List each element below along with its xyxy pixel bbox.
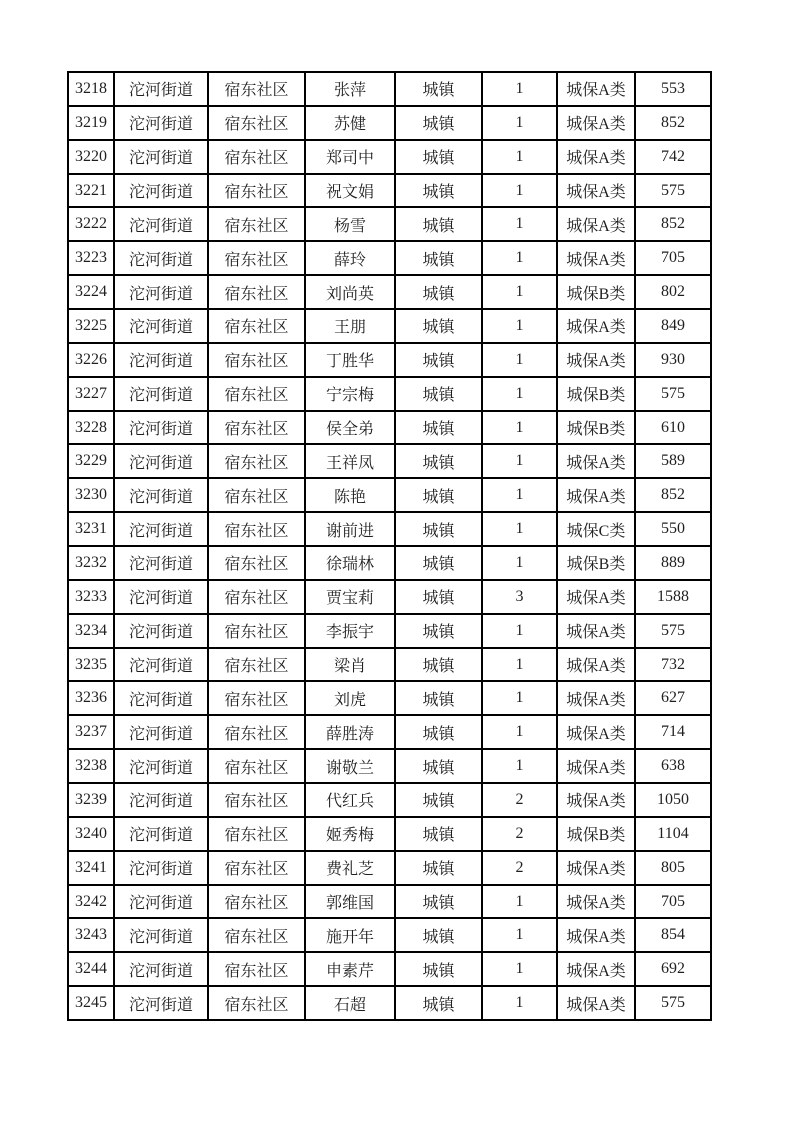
- cell-insurance-category: 城保A类: [557, 174, 635, 208]
- cell-community: 宿东社区: [208, 343, 305, 377]
- table-row: [68, 512, 711, 546]
- cell-residence-type: 城镇: [395, 343, 482, 377]
- table-row: [68, 851, 711, 885]
- cell-community: 宿东社区: [208, 817, 305, 851]
- cell-person-count: 2: [482, 851, 557, 885]
- cell-person-count: 1: [482, 918, 557, 952]
- cell-amount: 852: [635, 106, 711, 140]
- table-row: [68, 918, 711, 952]
- cell-amount: 930: [635, 343, 711, 377]
- cell-community: 宿东社区: [208, 512, 305, 546]
- cell-community: 宿东社区: [208, 309, 305, 343]
- cell-row-id: 3230: [68, 478, 114, 512]
- cell-community: 宿东社区: [208, 241, 305, 275]
- cell-row-id: 3223: [68, 241, 114, 275]
- cell-residence-type: 城镇: [395, 478, 482, 512]
- cell-community: 宿东社区: [208, 275, 305, 309]
- cell-insurance-category: 城保A类: [557, 444, 635, 478]
- cell-insurance-category: 城保B类: [557, 546, 635, 580]
- cell-street: 沱河街道: [114, 681, 208, 715]
- cell-person-name: 侯全弟: [305, 411, 395, 445]
- cell-residence-type: 城镇: [395, 140, 482, 174]
- cell-street: 沱河街道: [114, 241, 208, 275]
- cell-person-name: 贾宝莉: [305, 580, 395, 614]
- cell-person-name: 刘虎: [305, 681, 395, 715]
- cell-community: 宿东社区: [208, 783, 305, 817]
- table-row: [68, 478, 711, 512]
- cell-residence-type: 城镇: [395, 72, 482, 106]
- cell-person-count: 1: [482, 377, 557, 411]
- cell-person-name: 郭维国: [305, 885, 395, 919]
- cell-person-count: 1: [482, 275, 557, 309]
- table-row: [68, 106, 711, 140]
- cell-street: 沱河街道: [114, 783, 208, 817]
- cell-row-id: 3224: [68, 275, 114, 309]
- cell-street: 沱河街道: [114, 174, 208, 208]
- table-row: [68, 140, 711, 174]
- cell-row-id: 3228: [68, 411, 114, 445]
- cell-amount: 805: [635, 851, 711, 885]
- table-row: [68, 72, 711, 106]
- cell-insurance-category: 城保A类: [557, 614, 635, 648]
- cell-insurance-category: 城保B类: [557, 411, 635, 445]
- cell-insurance-category: 城保B类: [557, 377, 635, 411]
- cell-row-id: 3233: [68, 580, 114, 614]
- cell-community: 宿东社区: [208, 885, 305, 919]
- cell-community: 宿东社区: [208, 681, 305, 715]
- cell-street: 沱河街道: [114, 207, 208, 241]
- cell-person-count: 1: [482, 952, 557, 986]
- cell-person-count: 1: [482, 546, 557, 580]
- cell-street: 沱河街道: [114, 343, 208, 377]
- cell-person-count: 1: [482, 749, 557, 783]
- cell-residence-type: 城镇: [395, 377, 482, 411]
- cell-row-id: 3234: [68, 614, 114, 648]
- cell-residence-type: 城镇: [395, 309, 482, 343]
- cell-amount: 638: [635, 749, 711, 783]
- cell-insurance-category: 城保A类: [557, 140, 635, 174]
- cell-insurance-category: 城保A类: [557, 241, 635, 275]
- cell-community: 宿东社区: [208, 715, 305, 749]
- cell-residence-type: 城镇: [395, 681, 482, 715]
- cell-person-count: 1: [482, 72, 557, 106]
- cell-street: 沱河街道: [114, 546, 208, 580]
- cell-residence-type: 城镇: [395, 106, 482, 140]
- cell-residence-type: 城镇: [395, 512, 482, 546]
- cell-row-id: 3222: [68, 207, 114, 241]
- cell-amount: 705: [635, 885, 711, 919]
- cell-residence-type: 城镇: [395, 918, 482, 952]
- cell-row-id: 3218: [68, 72, 114, 106]
- cell-street: 沱河街道: [114, 817, 208, 851]
- cell-row-id: 3219: [68, 106, 114, 140]
- cell-amount: 553: [635, 72, 711, 106]
- cell-person-name: 祝文娟: [305, 174, 395, 208]
- cell-residence-type: 城镇: [395, 885, 482, 919]
- cell-insurance-category: 城保A类: [557, 681, 635, 715]
- table-row: [68, 343, 711, 377]
- cell-community: 宿东社区: [208, 140, 305, 174]
- cell-community: 宿东社区: [208, 986, 305, 1020]
- cell-street: 沱河街道: [114, 851, 208, 885]
- cell-person-name: 费礼芝: [305, 851, 395, 885]
- cell-residence-type: 城镇: [395, 207, 482, 241]
- cell-insurance-category: 城保A类: [557, 783, 635, 817]
- cell-row-id: 3221: [68, 174, 114, 208]
- cell-person-name: 谢敬兰: [305, 749, 395, 783]
- cell-residence-type: 城镇: [395, 986, 482, 1020]
- cell-amount: 575: [635, 377, 711, 411]
- cell-person-name: 谢前进: [305, 512, 395, 546]
- cell-amount: 589: [635, 444, 711, 478]
- cell-insurance-category: 城保A类: [557, 851, 635, 885]
- cell-community: 宿东社区: [208, 851, 305, 885]
- table-row: [68, 309, 711, 343]
- cell-street: 沱河街道: [114, 885, 208, 919]
- cell-row-id: 3240: [68, 817, 114, 851]
- cell-community: 宿东社区: [208, 478, 305, 512]
- cell-person-count: 1: [482, 512, 557, 546]
- cell-person-count: 1: [482, 681, 557, 715]
- cell-person-count: 1: [482, 411, 557, 445]
- cell-amount: 802: [635, 275, 711, 309]
- cell-street: 沱河街道: [114, 614, 208, 648]
- cell-person-name: 代红兵: [305, 783, 395, 817]
- cell-person-name: 郑司中: [305, 140, 395, 174]
- cell-street: 沱河街道: [114, 918, 208, 952]
- cell-street: 沱河街道: [114, 444, 208, 478]
- table-row: [68, 614, 711, 648]
- table-row: [68, 580, 711, 614]
- cell-amount: 714: [635, 715, 711, 749]
- cell-amount: 742: [635, 140, 711, 174]
- cell-residence-type: 城镇: [395, 952, 482, 986]
- cell-amount: 1104: [635, 817, 711, 851]
- cell-insurance-category: 城保A类: [557, 309, 635, 343]
- cell-residence-type: 城镇: [395, 648, 482, 682]
- cell-row-id: 3241: [68, 851, 114, 885]
- cell-person-count: 1: [482, 241, 557, 275]
- cell-insurance-category: 城保A类: [557, 580, 635, 614]
- cell-person-name: 陈艳: [305, 478, 395, 512]
- cell-person-count: 1: [482, 140, 557, 174]
- cell-community: 宿东社区: [208, 411, 305, 445]
- cell-person-name: 刘尚英: [305, 275, 395, 309]
- cell-row-id: 3236: [68, 681, 114, 715]
- table-body: [68, 72, 711, 1020]
- cell-amount: 575: [635, 614, 711, 648]
- cell-street: 沱河街道: [114, 106, 208, 140]
- cell-amount: 705: [635, 241, 711, 275]
- cell-amount: 575: [635, 986, 711, 1020]
- cell-row-id: 3243: [68, 918, 114, 952]
- cell-residence-type: 城镇: [395, 241, 482, 275]
- cell-insurance-category: 城保A类: [557, 343, 635, 377]
- cell-row-id: 3232: [68, 546, 114, 580]
- cell-person-count: 1: [482, 648, 557, 682]
- cell-insurance-category: 城保A类: [557, 986, 635, 1020]
- cell-amount: 692: [635, 952, 711, 986]
- cell-amount: 852: [635, 207, 711, 241]
- cell-street: 沱河街道: [114, 715, 208, 749]
- table-row: [68, 783, 711, 817]
- table-row: [68, 952, 711, 986]
- cell-person-count: 1: [482, 343, 557, 377]
- cell-insurance-category: 城保A类: [557, 72, 635, 106]
- cell-person-name: 张萍: [305, 72, 395, 106]
- cell-insurance-category: 城保A类: [557, 715, 635, 749]
- cell-amount: 627: [635, 681, 711, 715]
- table-row: [68, 986, 711, 1020]
- table-row: [68, 444, 711, 478]
- cell-street: 沱河街道: [114, 377, 208, 411]
- cell-insurance-category: 城保A类: [557, 106, 635, 140]
- cell-person-count: 1: [482, 207, 557, 241]
- cell-residence-type: 城镇: [395, 411, 482, 445]
- cell-person-name: 王朋: [305, 309, 395, 343]
- table-row: [68, 749, 711, 783]
- cell-person-count: 1: [482, 106, 557, 140]
- cell-residence-type: 城镇: [395, 851, 482, 885]
- cell-insurance-category: 城保A类: [557, 885, 635, 919]
- cell-row-id: 3227: [68, 377, 114, 411]
- cell-row-id: 3220: [68, 140, 114, 174]
- cell-street: 沱河街道: [114, 309, 208, 343]
- cell-insurance-category: 城保C类: [557, 512, 635, 546]
- cell-person-name: 宁宗梅: [305, 377, 395, 411]
- cell-amount: 575: [635, 174, 711, 208]
- cell-person-name: 申素芹: [305, 952, 395, 986]
- table-row: [68, 411, 711, 445]
- cell-residence-type: 城镇: [395, 546, 482, 580]
- cell-amount: 889: [635, 546, 711, 580]
- cell-row-id: 3226: [68, 343, 114, 377]
- cell-community: 宿东社区: [208, 614, 305, 648]
- cell-street: 沱河街道: [114, 478, 208, 512]
- cell-row-id: 3238: [68, 749, 114, 783]
- cell-community: 宿东社区: [208, 918, 305, 952]
- cell-amount: 1050: [635, 783, 711, 817]
- cell-person-count: 1: [482, 715, 557, 749]
- cell-insurance-category: 城保A类: [557, 478, 635, 512]
- cell-amount: 732: [635, 648, 711, 682]
- cell-person-name: 杨雪: [305, 207, 395, 241]
- cell-residence-type: 城镇: [395, 275, 482, 309]
- cell-person-count: 2: [482, 783, 557, 817]
- table-row: [68, 377, 711, 411]
- cell-person-name: 徐瑞林: [305, 546, 395, 580]
- cell-person-name: 李振宇: [305, 614, 395, 648]
- cell-person-count: 3: [482, 580, 557, 614]
- table-row: [68, 275, 711, 309]
- cell-person-count: 1: [482, 885, 557, 919]
- cell-person-count: 1: [482, 174, 557, 208]
- cell-residence-type: 城镇: [395, 614, 482, 648]
- cell-community: 宿东社区: [208, 648, 305, 682]
- cell-person-name: 姬秀梅: [305, 817, 395, 851]
- cell-community: 宿东社区: [208, 106, 305, 140]
- cell-row-id: 3231: [68, 512, 114, 546]
- cell-community: 宿东社区: [208, 580, 305, 614]
- cell-street: 沱河街道: [114, 72, 208, 106]
- cell-amount: 852: [635, 478, 711, 512]
- cell-street: 沱河街道: [114, 986, 208, 1020]
- cell-community: 宿东社区: [208, 749, 305, 783]
- benefit-roster-table: [67, 71, 712, 1021]
- cell-person-name: 施开年: [305, 918, 395, 952]
- cell-community: 宿东社区: [208, 952, 305, 986]
- cell-residence-type: 城镇: [395, 580, 482, 614]
- table-row: [68, 174, 711, 208]
- cell-street: 沱河街道: [114, 952, 208, 986]
- cell-residence-type: 城镇: [395, 715, 482, 749]
- table-row: [68, 546, 711, 580]
- cell-residence-type: 城镇: [395, 174, 482, 208]
- cell-amount: 610: [635, 411, 711, 445]
- cell-person-name: 王祥凤: [305, 444, 395, 478]
- cell-person-count: 1: [482, 478, 557, 512]
- cell-person-name: 薛玲: [305, 241, 395, 275]
- cell-street: 沱河街道: [114, 648, 208, 682]
- cell-insurance-category: 城保B类: [557, 275, 635, 309]
- cell-community: 宿东社区: [208, 207, 305, 241]
- cell-row-id: 3235: [68, 648, 114, 682]
- cell-person-name: 薛胜涛: [305, 715, 395, 749]
- cell-street: 沱河街道: [114, 411, 208, 445]
- cell-person-count: 2: [482, 817, 557, 851]
- cell-amount: 1588: [635, 580, 711, 614]
- cell-amount: 550: [635, 512, 711, 546]
- cell-community: 宿东社区: [208, 444, 305, 478]
- cell-street: 沱河街道: [114, 749, 208, 783]
- cell-community: 宿东社区: [208, 377, 305, 411]
- cell-residence-type: 城镇: [395, 749, 482, 783]
- cell-community: 宿东社区: [208, 72, 305, 106]
- cell-insurance-category: 城保A类: [557, 749, 635, 783]
- table-row: [68, 715, 711, 749]
- table-row: [68, 648, 711, 682]
- table-row: [68, 885, 711, 919]
- cell-community: 宿东社区: [208, 546, 305, 580]
- cell-row-id: 3237: [68, 715, 114, 749]
- cell-street: 沱河街道: [114, 140, 208, 174]
- table-row: [68, 817, 711, 851]
- cell-residence-type: 城镇: [395, 783, 482, 817]
- cell-insurance-category: 城保A类: [557, 207, 635, 241]
- table-row: [68, 681, 711, 715]
- cell-row-id: 3239: [68, 783, 114, 817]
- cell-street: 沱河街道: [114, 580, 208, 614]
- cell-insurance-category: 城保A类: [557, 648, 635, 682]
- cell-person-count: 1: [482, 986, 557, 1020]
- cell-person-name: 苏健: [305, 106, 395, 140]
- cell-row-id: 3229: [68, 444, 114, 478]
- cell-person-name: 石超: [305, 986, 395, 1020]
- cell-row-id: 3242: [68, 885, 114, 919]
- cell-insurance-category: 城保A类: [557, 952, 635, 986]
- table-row: [68, 207, 711, 241]
- cell-person-name: 丁胜华: [305, 343, 395, 377]
- cell-person-count: 1: [482, 444, 557, 478]
- cell-person-count: 1: [482, 614, 557, 648]
- cell-amount: 854: [635, 918, 711, 952]
- cell-community: 宿东社区: [208, 174, 305, 208]
- cell-insurance-category: 城保B类: [557, 817, 635, 851]
- cell-insurance-category: 城保A类: [557, 918, 635, 952]
- cell-person-count: 1: [482, 309, 557, 343]
- cell-residence-type: 城镇: [395, 817, 482, 851]
- cell-street: 沱河街道: [114, 275, 208, 309]
- cell-residence-type: 城镇: [395, 444, 482, 478]
- cell-row-id: 3244: [68, 952, 114, 986]
- table-row: [68, 241, 711, 275]
- cell-row-id: 3245: [68, 986, 114, 1020]
- cell-amount: 849: [635, 309, 711, 343]
- cell-row-id: 3225: [68, 309, 114, 343]
- cell-street: 沱河街道: [114, 512, 208, 546]
- cell-person-name: 梁肖: [305, 648, 395, 682]
